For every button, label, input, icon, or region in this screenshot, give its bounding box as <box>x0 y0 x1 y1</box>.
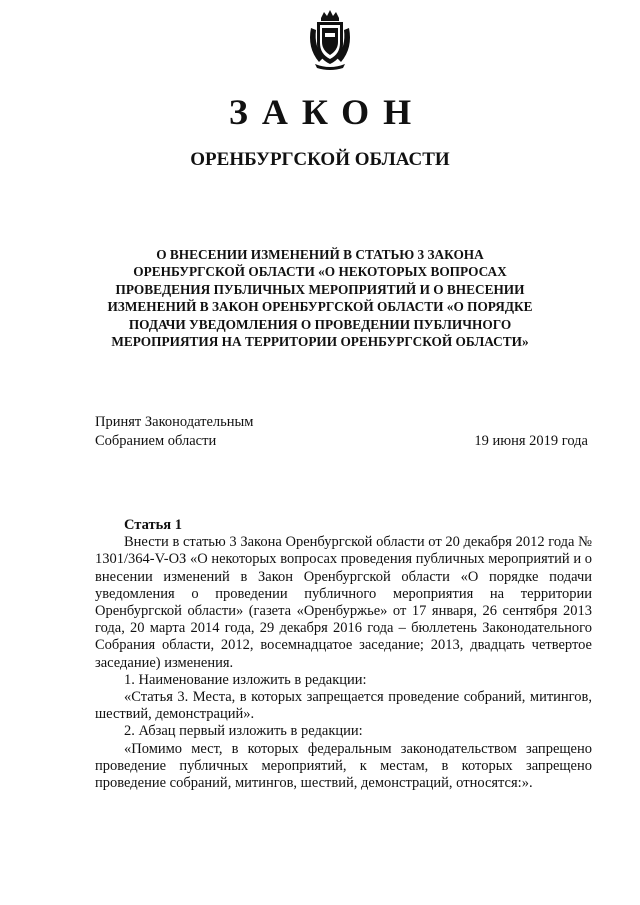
adoption-note <box>95 413 253 451</box>
law-heading <box>78 246 562 350</box>
coat-of-arms-emblem-icon <box>305 8 355 70</box>
heading-line: ПРОВЕДЕНИЯ ПУБЛИЧНЫХ МЕРОПРИЯТИЙ И О ВНЕСЕНИИ <box>115 281 525 297</box>
body-paragraph: «Статья 3. Места, в которых запрещается проведение собраний, митингов, шествий, демонстраций». <box>95 689 592 723</box>
heading-line: МЕРОПРИЯТИЯ НА ТЕРРИТОРИИ ОРЕНБУРГСКОЙ ОБЛАСТИ» <box>111 334 529 350</box>
body-paragraph: 1. Наименование изложить в редакции: <box>124 671 367 688</box>
adoption-line: Собранием области <box>95 433 217 449</box>
heading-line: ПОДАЧИ УВЕДОМЛЕНИЯ О ПРОВЕДЕНИИ ПУБЛИЧНОГО <box>128 316 512 332</box>
adoption-line: Принят Законодательным <box>95 414 254 430</box>
heading-line: ОРЕНБУРГСКОЙ ОБЛАСТИ «О НЕКОТОРЫХ ВОПРОСАХ <box>133 264 507 280</box>
heading-line: ИЗМЕНЕНИЙ В ЗАКОН ОРЕНБУРГСКОЙ ОБЛАСТИ «О ПОРЯДКЕ <box>107 299 533 315</box>
document-title: ЗАКОН <box>228 92 426 132</box>
body-paragraph: «Помимо мест, в которых федеральным законодательством запрещено проведение публичных мероприятий, к местам, в которых запрещено проведение собраний, митингов, шествий, демонстраций, относятся:». <box>95 740 592 792</box>
body-paragraph: 2. Абзац первый изложить в редакции: <box>124 723 363 740</box>
heading-line: О ВНЕСЕНИИ ИЗМЕНЕНИЙ В СТАТЬЮ 3 ЗАКОНА <box>156 247 484 262</box>
adoption-date: 19 июня 2019 года <box>474 433 588 449</box>
document-body <box>95 517 592 792</box>
article-title: Статья 1 <box>124 517 182 533</box>
document-subtitle: ОРЕНБУРГСКОЙ ОБЛАСТИ <box>190 149 450 170</box>
body-paragraph: Внести в статью 3 Закона Оренбургской области от 20 декабря 2012 года № 1301/364-V-ОЗ «О некоторых вопросах проведения публичных мероприятий и о внесении изменений в Закон Оренбургской области «О порядке подачи уведомления о проведении публичного мероприятия на территории Оренбургской области» (газета «Оренбуржье» от 17 января, 26 сентября 2013 года, 20 марта 2014 года, 29 декабря 2016 года – бюллетень Законодательного Собрания области, 2012, восемнадцатое заседание; 2013, двадцать четвертое заседание) изменения. <box>95 534 592 671</box>
